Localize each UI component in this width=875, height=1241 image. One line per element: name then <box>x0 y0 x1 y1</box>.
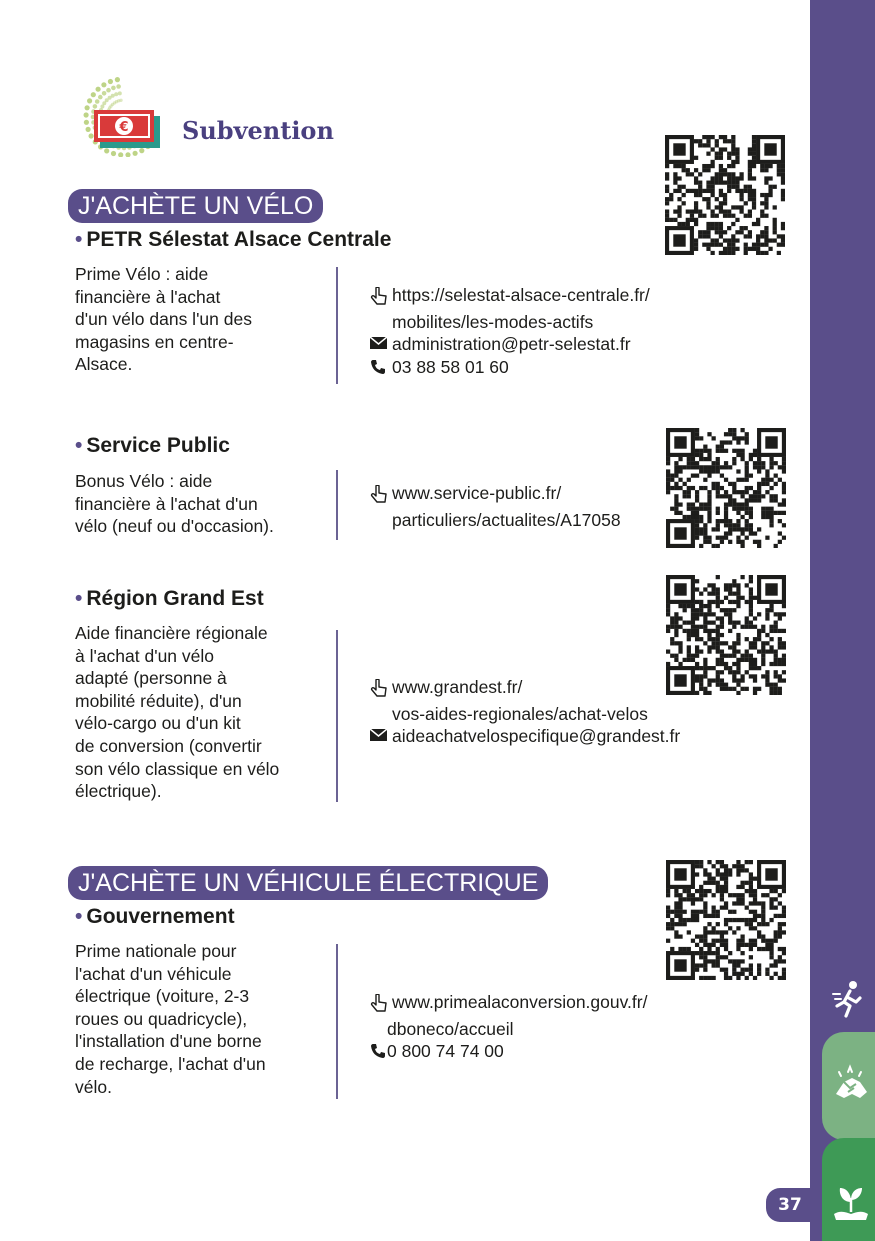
contact-region-grand-est <box>370 676 680 748</box>
tab-mobility[interactable] <box>822 950 875 1040</box>
contact-gouvernement <box>370 991 647 1065</box>
joined-hands-icon <box>832 1064 870 1104</box>
desc-service-public: Bonus Vélo : aide financière à l'achat d'un vélo (neuf ou d'occasion). <box>75 471 274 537</box>
running-person-icon <box>832 980 866 1020</box>
desc-region-grand-est: Aide financière régionale à l'achat d'un vélo adapté (personne à mobilité réduite), d'un vélo-cargo ou d'un kit de conversion (convertir son vélo classique en vélo électrique). <box>75 623 280 802</box>
envelope-icon <box>370 728 388 742</box>
pointing-hand-icon <box>370 994 388 1012</box>
qr-code-icon[interactable] <box>666 860 786 980</box>
phone-gouvernement[interactable]: 0 800 74 74 00 <box>387 1041 504 1062</box>
subvention-logo <box>72 72 182 157</box>
pointing-hand-icon <box>370 287 388 305</box>
contact-petr-selestat <box>370 284 650 380</box>
section-title-electric-vehicle: J'ACHÈTE UN VÉHICULE ÉLECTRIQUE <box>68 866 548 900</box>
desc-gouvernement: Prime nationale pour l'achat d'un véhicule électrique (voiture, 2-3 roues ou quadricycle), l'installation d'une borne de recharge, l'achat d'un vélo. <box>75 941 266 1097</box>
link-region-grand-est[interactable]: www.grandest.fr/ <box>392 677 523 697</box>
org-gouvernement: • Gouvernement <box>75 905 235 928</box>
phone-petr-selestat[interactable]: 03 88 58 01 60 <box>392 356 509 377</box>
qr-code-icon[interactable] <box>666 428 786 548</box>
tab-solidarity[interactable] <box>822 1032 875 1140</box>
qr-code-icon[interactable] <box>665 135 785 255</box>
org-region-grand-est: • Région Grand Est <box>75 587 264 610</box>
divider <box>336 944 338 1099</box>
subvention-title: Subvention <box>182 116 334 145</box>
org-petr-selestat: • PETR Sélestat Alsace Centrale <box>75 228 392 251</box>
qr-code-icon[interactable] <box>666 575 786 695</box>
phone-icon <box>370 1043 386 1059</box>
link-service-public-cont[interactable]: particuliers/actualites/A17058 <box>392 509 621 530</box>
link-gouvernement-cont[interactable]: dboneco/accueil <box>387 1018 514 1039</box>
email-petr-selestat[interactable]: administration@petr-selestat.fr <box>392 334 631 355</box>
envelope-icon <box>370 336 388 350</box>
link-region-grand-est-cont[interactable]: vos-aides-regionales/achat-velos <box>392 703 648 724</box>
divider <box>336 630 338 802</box>
link-petr-selestat[interactable]: https://selestat-alsace-centrale.fr/ <box>392 285 650 305</box>
pointing-hand-icon <box>370 679 388 697</box>
contact-service-public <box>370 482 621 531</box>
tab-environment[interactable] <box>822 1138 875 1241</box>
section-title-bike: J'ACHÈTE UN VÉLO <box>68 189 323 223</box>
svg-text:€: € <box>119 120 129 135</box>
desc-petr-selestat: Prime Vélo : aide financière à l'achat d'un vélo dans l'un des magasins en centre- Alsace. <box>75 264 252 375</box>
divider <box>336 470 338 540</box>
divider <box>336 267 338 384</box>
org-service-public: • Service Public <box>75 434 230 457</box>
link-petr-selestat-cont[interactable]: mobilites/les-modes-actifs <box>392 311 594 332</box>
page-number: 37 <box>766 1188 814 1222</box>
hand-plant-icon <box>832 1182 870 1224</box>
pointing-hand-icon <box>370 485 388 503</box>
phone-icon <box>370 359 386 375</box>
email-region-grand-est[interactable]: aideachatvelospecifique@grandest.fr <box>392 726 681 747</box>
link-service-public[interactable]: www.service-public.fr/ <box>392 483 562 503</box>
link-gouvernement[interactable]: www.primealaconversion.gouv.fr/ <box>392 992 648 1012</box>
